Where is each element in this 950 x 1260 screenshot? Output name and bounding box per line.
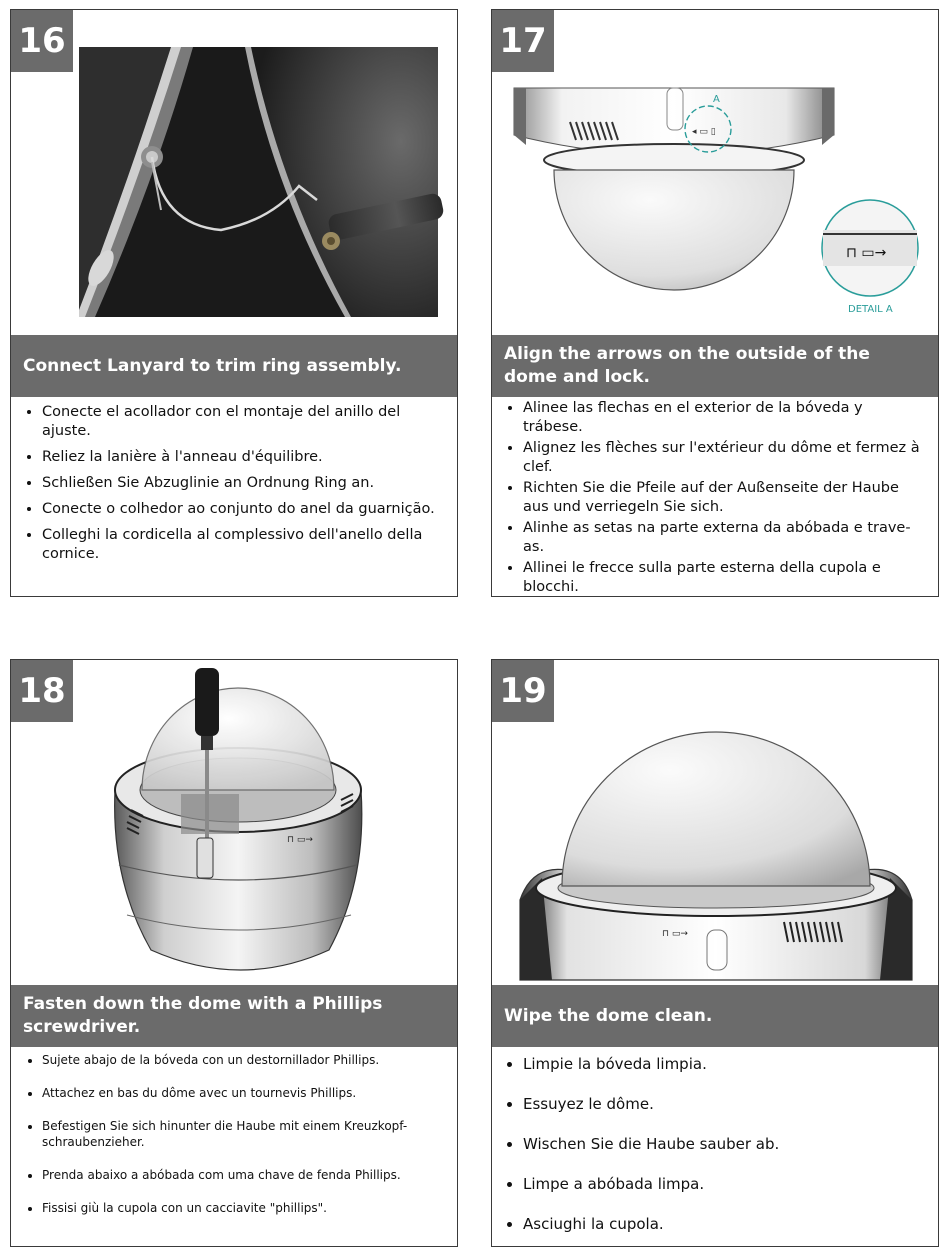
instruction-pt: • Conecte o colhedor ao conjunto do anel da guarnição.: [42, 500, 445, 519]
instruction-it: • Fissisi giù la cupola con un cacciavite "phillips".: [42, 1200, 445, 1216]
instruction-es: • Alinee las flechas en el exterior de la bóveda y trábese.: [523, 399, 926, 437]
svg-text:⊓ ▭→: ⊓ ▭→: [287, 835, 313, 845]
instruction-pt: • Limpe a abóbada limpa.: [523, 1174, 926, 1194]
instruction-de: • Richten Sie die Pfeile auf der Außenseite der Haube aus und verriegeln Sie sich.: [523, 479, 926, 517]
lanyard-photo: [11, 10, 458, 335]
svg-text:◂ ▭ ▯: ◂ ▭ ▯: [692, 127, 716, 137]
dome-clean-drawing: [492, 660, 939, 985]
instruction-list: [504, 1054, 926, 1247]
step-heading: Connect Lanyard to trim ring assembly.: [11, 335, 457, 397]
step-number: 17: [492, 10, 554, 72]
step-heading: Align the arrows on the outside of the dome and lock.: [492, 335, 938, 397]
step-18-card: [10, 659, 458, 1247]
step-16-card: [10, 9, 458, 597]
svg-text:⊓ ▭→: ⊓ ▭→: [846, 245, 887, 261]
instruction-es: • Conecte el acollador con el montaje del anillo del ajuste.: [42, 403, 445, 441]
instruction-list: [23, 1052, 445, 1233]
step-17-card: [491, 9, 939, 597]
step-number: 19: [492, 660, 554, 722]
instruction-de: • Schließen Sie Abzuglinie an Ordnung Ring an.: [42, 474, 445, 493]
instruction-list: [504, 399, 926, 597]
step-heading: Fasten down the dome with a Phillips screwdriver.: [11, 985, 457, 1047]
callout-letter: A: [713, 94, 720, 105]
svg-text:⊓ ▭→: ⊓ ▭→: [662, 929, 688, 939]
instruction-pt: • Prenda abaixo a abóbada com uma chave de fenda Phillips.: [42, 1167, 445, 1183]
step-number: 18: [11, 660, 73, 722]
step-19-card: [491, 659, 939, 1247]
step-number: 16: [11, 10, 73, 72]
instruction-it: • Colleghi la cordicella al complessivo dell'anello della cornice.: [42, 526, 445, 564]
instruction-de: • Wischen Sie die Haube sauber ab.: [523, 1134, 926, 1154]
instruction-de: • Befestigen Sie sich hinunter die Haube mit einem Kreuzkopf-schraubenzieher.: [42, 1118, 445, 1150]
instruction-fr: • Alignez les flèches sur l'extérieur du dôme et fermez à clef.: [523, 439, 926, 477]
instruction-fr: • Attachez en bas du dôme avec un tournevis Phillips.: [42, 1085, 445, 1101]
instruction-fr: • Essuyez le dôme.: [523, 1094, 926, 1114]
instruction-it: • Allinei le frecce sulla parte esterna della cupola e blocchi.: [523, 559, 926, 597]
instruction-es: • Limpie la bóveda limpia.: [523, 1054, 926, 1074]
instruction-fr: • Reliez la lanière à l'anneau d'équilibre.: [42, 448, 445, 467]
detail-label: DETAIL A: [848, 304, 893, 315]
instruction-it: • Asciughi la cupola.: [523, 1214, 926, 1234]
instruction-es: • Sujete abajo de la bóveda con un destornillador Phillips.: [42, 1052, 445, 1068]
step-heading: Wipe the dome clean.: [492, 985, 938, 1047]
instruction-list: [23, 403, 445, 571]
dome-alignment-drawing: [492, 10, 939, 335]
instruction-pt: • Alinhe as setas na parte externa da abóbada e trave-as.: [523, 519, 926, 557]
screwdriver-drawing: [11, 660, 458, 985]
